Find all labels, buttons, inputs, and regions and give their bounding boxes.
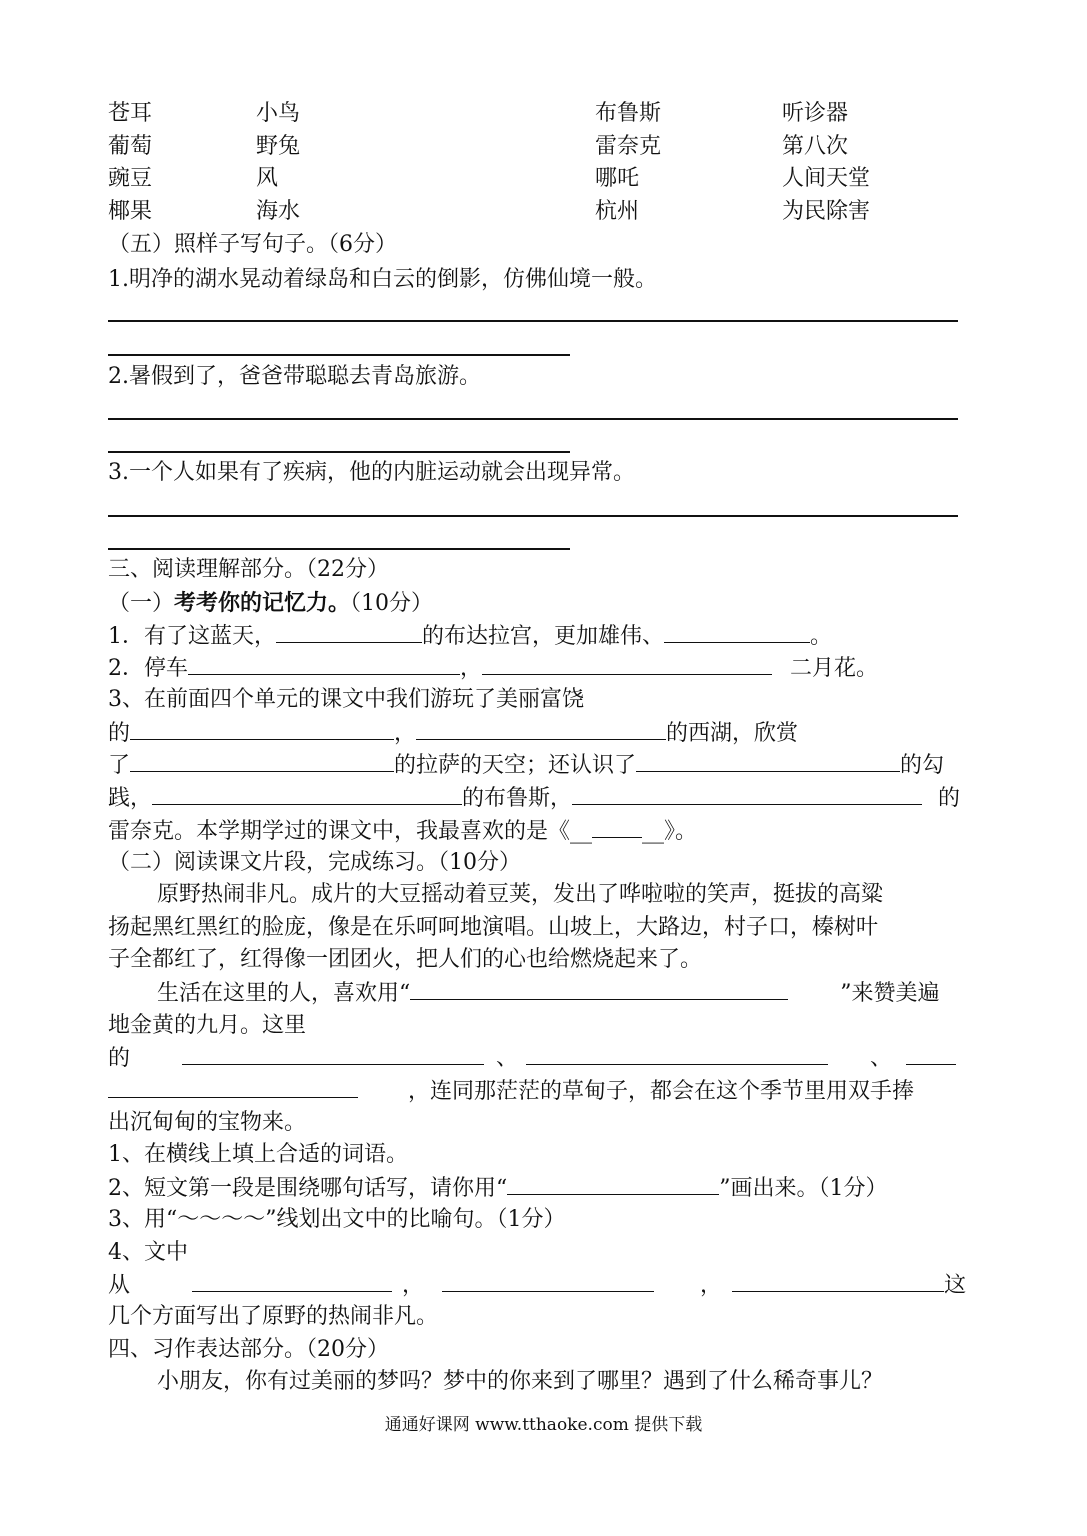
passage-p2-line3 bbox=[108, 1044, 956, 1073]
section-5-heading: （五）照样子写句子。（6分） bbox=[108, 232, 397, 257]
m2b: ， bbox=[460, 656, 483, 681]
blank[interactable] bbox=[732, 1271, 944, 1292]
passage-p2-line5: 出沉甸甸的宝物来。 bbox=[108, 1110, 307, 1135]
blank[interactable] bbox=[664, 622, 810, 643]
blank[interactable] bbox=[108, 1077, 358, 1098]
blank[interactable] bbox=[192, 1271, 392, 1292]
memory-q3-line5 bbox=[108, 817, 697, 846]
e2b: ”画出来。（1分） bbox=[719, 1176, 888, 1201]
sub1-pre: （一） bbox=[108, 591, 175, 616]
passage-p1-line3: 子全都红了，红得像一团团火，把人们的心也给燃烧起来了。 bbox=[108, 947, 703, 972]
e4e: 这 bbox=[944, 1273, 967, 1298]
blank[interactable] bbox=[188, 654, 460, 675]
word-2-4: 海水 bbox=[256, 199, 301, 224]
sub1-post: （10分） bbox=[350, 591, 434, 616]
blank[interactable] bbox=[572, 784, 922, 805]
p2a: 生活在这里的人，喜欢用“ bbox=[157, 981, 411, 1006]
word-3-1: 布鲁斯 bbox=[595, 101, 662, 126]
word-4-1: 听诊器 bbox=[782, 101, 849, 126]
page-footer: 通通好课网 www.tthaoke.com 提供下载 bbox=[384, 1415, 703, 1435]
exercise-1: 1、在横线上填上合适的词语。 bbox=[108, 1142, 408, 1167]
m3d: 的西湖，欣赏 bbox=[666, 721, 799, 746]
blank[interactable] bbox=[276, 622, 422, 643]
p2g: ，连同那茫茫的草甸子，都会在这个季节里用双手捧 bbox=[408, 1079, 915, 1104]
m3e: 了 bbox=[108, 753, 131, 778]
e2a: 2、短文第一段是围绕哪句话写，请你用“ bbox=[108, 1176, 508, 1201]
word-2-2: 野兔 bbox=[256, 134, 301, 159]
word-3-2: 雷奈克 bbox=[595, 134, 662, 159]
word-2-1: 小鸟 bbox=[256, 101, 301, 126]
m3f: 的拉萨的天空；还认识了 bbox=[394, 753, 637, 778]
blank[interactable] bbox=[442, 1271, 654, 1292]
blank[interactable] bbox=[906, 1044, 956, 1065]
reading-subheading: （二）阅读课文片段，完成练习。（10分） bbox=[108, 850, 521, 875]
blank[interactable] bbox=[410, 979, 788, 1000]
m3i: 的布鲁斯， bbox=[462, 786, 573, 811]
word-4-4: 为民除害 bbox=[782, 199, 871, 224]
m3j: 的 bbox=[938, 786, 961, 811]
blank[interactable] bbox=[592, 817, 642, 838]
p2d: 的 bbox=[108, 1046, 131, 1071]
section-4-heading: 四、习作表达部分。（20分） bbox=[108, 1337, 389, 1362]
memory-q1 bbox=[108, 622, 832, 651]
word-3-4: 杭州 bbox=[595, 199, 640, 224]
p2f: 、 bbox=[870, 1046, 893, 1071]
blank[interactable] bbox=[130, 751, 394, 772]
m1a: 1．有了这蓝天， bbox=[108, 624, 276, 649]
answer-line[interactable] bbox=[108, 515, 958, 517]
word-1-2: 葡萄 bbox=[108, 134, 153, 159]
m2a: 2．停车 bbox=[108, 656, 188, 681]
s5-question-3: 3.一个人如果有了疾病，他的内脏运动就会出现异常。 bbox=[108, 460, 635, 485]
word-1-1: 苍耳 bbox=[108, 101, 153, 126]
e4b: 从 bbox=[108, 1273, 131, 1298]
memory-subheading bbox=[108, 589, 433, 618]
word-2-3: 风 bbox=[256, 166, 279, 191]
m1c: 。 bbox=[810, 624, 833, 649]
exercise-2 bbox=[108, 1174, 888, 1203]
s5-question-1: 1.明净的湖水晃动着绿岛和白云的倒影，仿佛仙境一般。 bbox=[108, 267, 657, 292]
memory-q3-line3 bbox=[108, 751, 944, 780]
passage-p2-line1 bbox=[157, 979, 940, 1008]
section-3-heading: 三、阅读理解部分。（22分） bbox=[108, 557, 389, 582]
e4c: ， bbox=[402, 1273, 425, 1298]
p2e: 、 bbox=[496, 1046, 519, 1071]
answer-line[interactable] bbox=[108, 354, 570, 356]
m2c: 二月花。 bbox=[790, 656, 879, 681]
m3k: 雷奈克。本学期学过的课文中，我最喜欢的是《 bbox=[108, 819, 571, 844]
blank[interactable] bbox=[636, 751, 900, 772]
word-3-3: 哪吒 bbox=[595, 166, 640, 191]
answer-line[interactable] bbox=[108, 548, 570, 550]
m3c: ， bbox=[394, 721, 417, 746]
blank[interactable] bbox=[526, 1044, 828, 1065]
blank[interactable] bbox=[130, 719, 394, 740]
word-4-2: 第八次 bbox=[782, 134, 849, 159]
m3h: 践， bbox=[108, 786, 153, 811]
memory-q3-line1: 3、在前面四个单元的课文中我们游玩了美丽富饶 bbox=[108, 687, 584, 712]
s5-question-2: 2.暑假到了，爸爸带聪聪去青岛旅游。 bbox=[108, 364, 481, 389]
passage-p1-line2: 扬起黑红黑红的脸庞，像是在乐呵呵地演唱。山坡上，大路边，村子口，榛树叶 bbox=[108, 915, 879, 940]
blank[interactable] bbox=[507, 1174, 719, 1195]
passage-p1-line1: 原野热闹非凡。成片的大豆摇动着豆荚，发出了哗啦啦的笑声，挺拔的高粱 bbox=[157, 882, 884, 907]
m3b: 的 bbox=[108, 721, 131, 746]
memory-q2 bbox=[108, 654, 878, 683]
blank[interactable] bbox=[152, 784, 462, 805]
memory-q3-line2 bbox=[108, 719, 798, 748]
m3m: __》。 bbox=[642, 819, 698, 844]
answer-line[interactable] bbox=[108, 418, 958, 420]
m1b: 的布达拉宫，更加雄伟、 bbox=[422, 624, 665, 649]
answer-line[interactable] bbox=[108, 451, 570, 453]
sub1-bold: 考考你的记忆力。 bbox=[174, 590, 351, 616]
memory-q3-line4 bbox=[108, 784, 960, 813]
word-1-4: 椰果 bbox=[108, 199, 153, 224]
blank[interactable] bbox=[416, 719, 666, 740]
p2b: ”来赞美遍 bbox=[840, 981, 940, 1006]
writing-prompt: 小朋友，你有过美丽的梦吗？梦中的你来到了哪里？遇到了什么稀奇事儿？ bbox=[157, 1369, 884, 1394]
m3l: __ bbox=[570, 819, 593, 844]
passage-p2-line2: 地金黄的九月。这里 bbox=[108, 1013, 307, 1038]
exercise-4-line2 bbox=[108, 1271, 966, 1300]
exercise-4-line1: 4、文中 bbox=[108, 1240, 188, 1265]
word-4-3: 人间天堂 bbox=[782, 166, 871, 191]
answer-line[interactable] bbox=[108, 320, 958, 322]
m3g: 的勾 bbox=[900, 753, 945, 778]
blank[interactable] bbox=[182, 1044, 484, 1065]
exercise-4-line3: 几个方面写出了原野的热闹非凡。 bbox=[108, 1304, 439, 1329]
e4d: ， bbox=[700, 1273, 723, 1298]
blank[interactable] bbox=[482, 654, 772, 675]
word-1-3: 豌豆 bbox=[108, 166, 153, 191]
exercise-3: 3、用“～～～～”线划出文中的比喻句。（1分） bbox=[108, 1207, 566, 1232]
passage-p2-line4 bbox=[108, 1077, 914, 1106]
